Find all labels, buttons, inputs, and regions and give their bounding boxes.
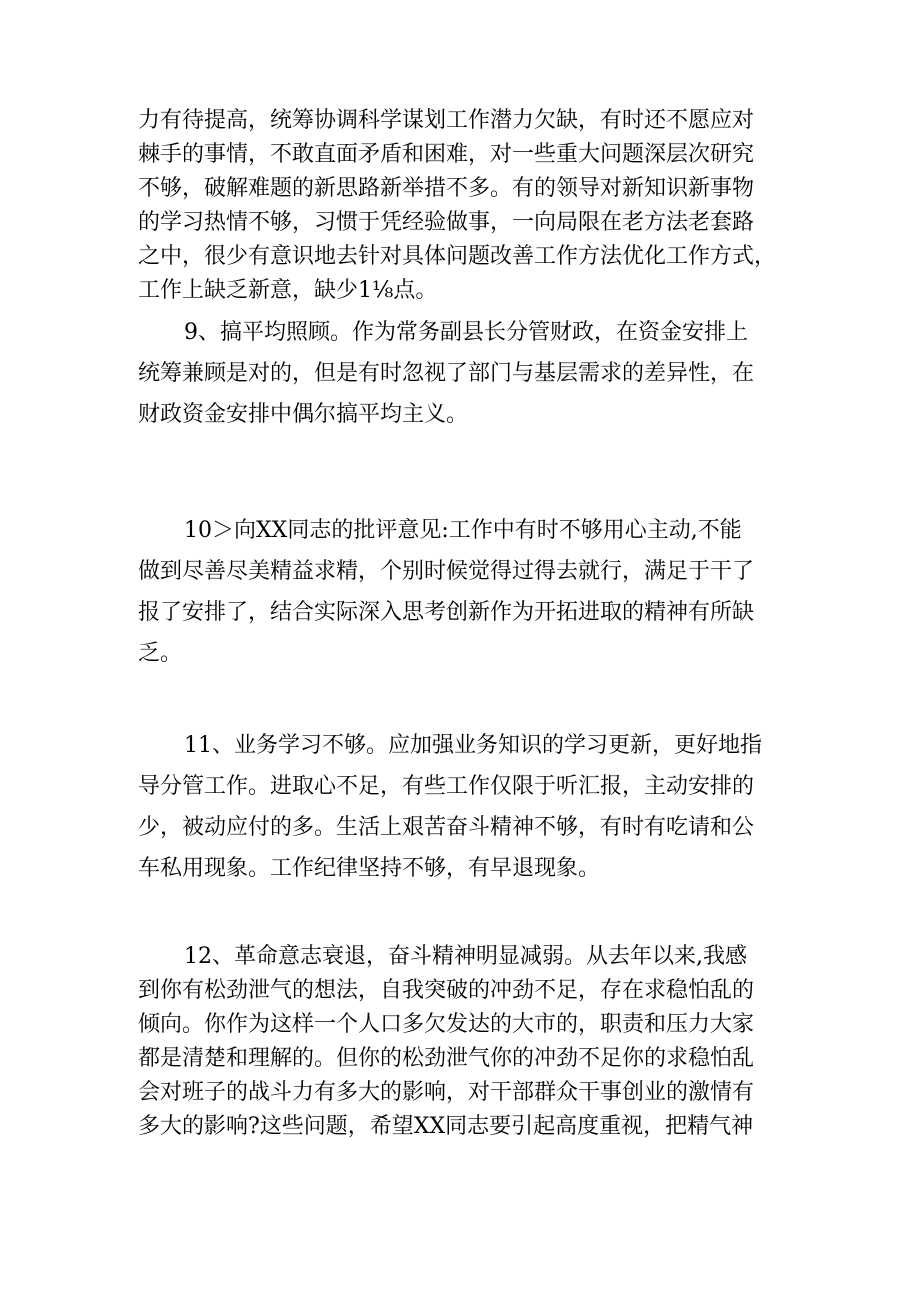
text-line: 之中，很少有意识地去针对具体问题改善工作方法优化工作方式，	[138, 244, 777, 269]
text-line: 不够，破解难题的新思路新举措不多。有的领导对新知识新事物	[138, 176, 755, 201]
text-line: 力有待提高，统筹协调科学谋划工作潜力欠缺，有时还不愿应对	[138, 108, 755, 133]
text-line: 的学习热情不够，习惯于凭经验做事，一向局限在老方法老套路	[138, 210, 755, 235]
paragraph-item-11	[138, 725, 788, 889]
text-line: 倾向。你作为这样一个人口多欠发达的大市的，职责和压力大家	[138, 1012, 755, 1037]
text-line: 都是清楚和理解的。但你的松劲泄气你的冲劲不足你的求稳怕乱	[138, 1046, 755, 1071]
text-line: 9、搞平均照顾。作为常务副县长分管财政，在资金安排上	[184, 320, 748, 345]
text-line: 会对班子的战斗力有多大的影响，对干部群众干事创业的激情有	[138, 1080, 755, 1105]
text-line: 少，被动应付的多。生活上艰苦奋斗精神不够，有时有吃请和公	[138, 815, 755, 840]
text-line: 乏。	[138, 641, 183, 666]
text-line: 11、业务学习不够。应加强业务知识的学习更新，更好地指	[184, 733, 762, 758]
paragraph-continuation	[138, 104, 788, 308]
text-line: 12、革命意志衰退，奋斗精神明显减弱。从去年以来,我感	[184, 944, 747, 969]
text-line: 做到尽善尽美精益求精，个别时候觉得过得去就行，满足于干了	[138, 559, 755, 584]
text-line: 到你有松劲泄气的想法，自我突破的冲劲不足，存在求稳怕乱的	[138, 978, 755, 1003]
text-line: 报了安排了，结合实际深入思考创新作为开拓进取的精神有所缺	[138, 600, 755, 625]
paragraph-item-12	[138, 940, 788, 1144]
paragraph-item-10	[138, 510, 788, 674]
paragraph-item-9	[138, 312, 788, 435]
text-line: 车私用现象。工作纪律坚持不够，有早退现象。	[138, 856, 601, 881]
text-line: 导分管工作。进取心不足，有些工作仅限于听汇报，主动安排的	[138, 774, 755, 799]
text-line: 多大的影响?这些问题，希望XX同志要引起高度重视，把精气神	[138, 1114, 754, 1139]
text-line: 棘手的事情，不敢直面矛盾和困难，对一些重大问题深层次研究	[138, 142, 755, 167]
text-line: 财政资金安排中偶尔搞平均主义。	[138, 402, 469, 427]
text-line: 工作上缺乏新意，缺少1⅛点。	[138, 278, 438, 303]
text-line: 10＞向XX同志的批评意见:工作中有时不够用心主动,不能	[184, 518, 742, 543]
text-line: 统筹兼顾是对的，但是有时忽视了部门与基层需求的差异性，在	[138, 361, 755, 386]
